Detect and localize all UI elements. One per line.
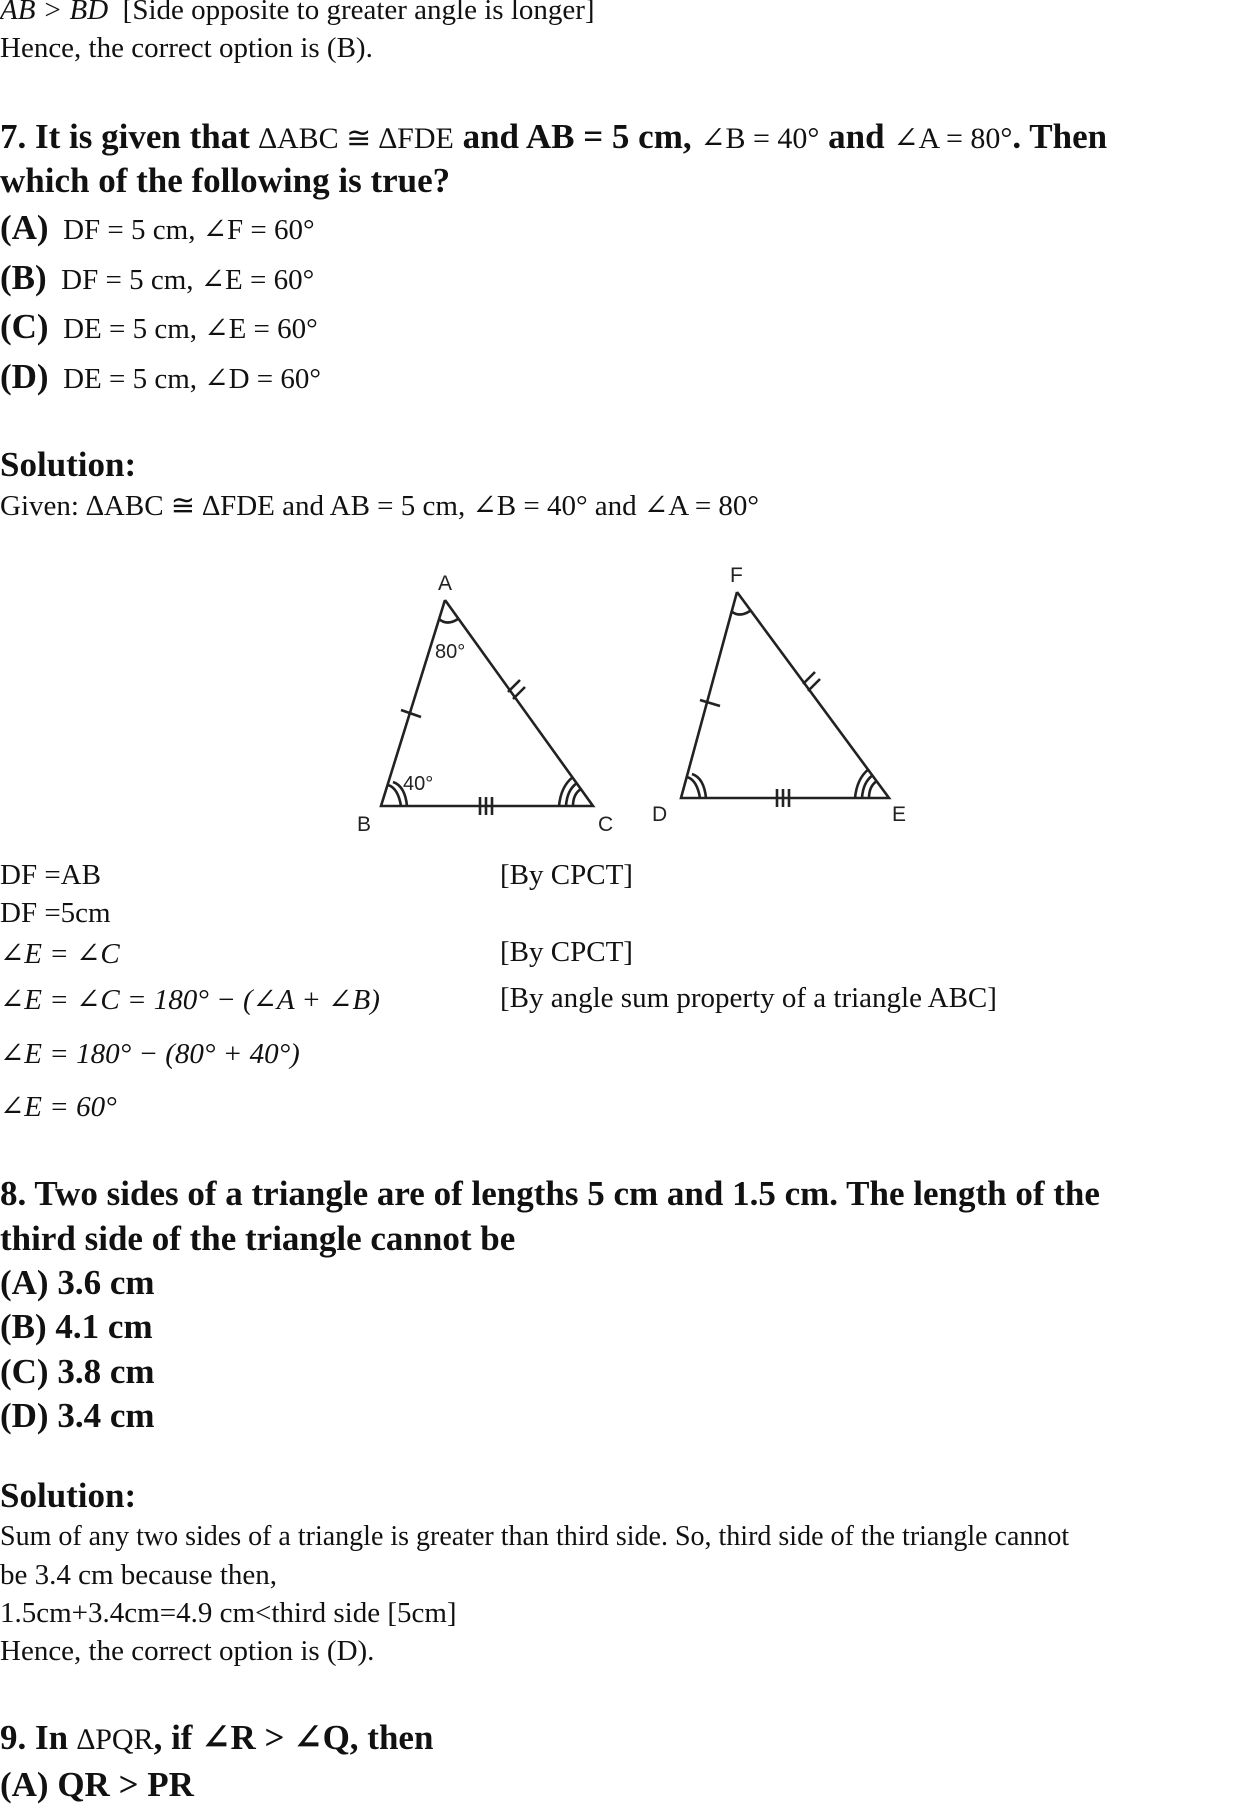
triangle-fde [681,592,889,798]
label-f: F [730,564,743,587]
q8-solution-line1: Sum of any two sides of a triangle is greater than third side. So, third side of the triangle cannot [0,1521,1070,1552]
q7-solution-label: Solution: [0,445,137,484]
q9-option-a: (A) QR > PR [0,1765,194,1804]
q7-option-d: (D) DE = 5 cm, ∠D = 60° [0,357,321,396]
q8-heading-line2: third side of the triangle cannot be [0,1219,516,1258]
label-c: C [598,813,614,836]
step-1-reason: [By CPCT] [500,859,633,891]
q9-heading: 9. In ∆PQR, if ∠R > ∠Q, then [0,1718,434,1757]
step-4: ∠E = ∠C = 180° − (∠A + ∠B) [0,984,380,1016]
congruent-triangles-figure [340,560,920,840]
step-1: DF =AB [0,859,101,891]
q8-heading-line1: 8. Two sides of a triangle are of lengths 5 cm and 1.5 cm. The length of the [0,1174,1100,1213]
inequality-math: AB > BD [0,0,109,26]
step-3: ∠E = ∠C [0,938,120,970]
q8-option-d: (D) 3.4 cm [0,1396,155,1435]
q7-option-c: (C) DE = 5 cm, ∠E = 60° [0,307,318,346]
q8-solution-line4: Hence, the correct option is (D). [0,1635,375,1667]
q7-option-b: (B) DF = 5 cm, ∠E = 60° [0,258,315,297]
q7-heading-line2: which of the following is true? [0,161,451,200]
label-e: E [892,803,907,826]
step-2: DF =5cm [0,897,111,929]
q8-option-a: (A) 3.6 cm [0,1263,155,1302]
q7-given: Given: ∆ABC ≅ ∆FDE and AB = 5 cm, ∠B = 40° and ∠A = 80° [0,490,760,522]
step-5: ∠E = 180° − (80° + 40°) [0,1038,300,1070]
label-a: A [438,572,453,595]
step-6: ∠E = 60° [0,1091,117,1123]
label-b: B [357,813,372,836]
previous-answer-line [0,0,595,27]
label-d: D [652,803,668,826]
q8-option-b: (B) 4.1 cm [0,1307,153,1346]
angle-a-value: 80° [435,641,466,663]
step-3-reason: [By CPCT] [500,936,633,968]
q7-heading-line1: 7. It is given that ∆ABC ≅ ∆FDE and AB = 5 cm, ∠B = 40° and ∠A = 80°. Then [0,117,1108,156]
inequality-note: [Side opposite to greater angle is longer] [122,0,595,26]
q8-option-c: (C) 3.8 cm [0,1352,155,1391]
q8-solution-line3: 1.5cm+3.4cm=4.9 cm<third side [5cm] [0,1597,457,1629]
angle-b-value: 40° [403,773,434,795]
q8-solution-label: Solution: [0,1476,137,1515]
q8-solution-line2: be 3.4 cm because then, [0,1559,278,1591]
step-4-reason: [By angle sum property of a triangle ABC] [500,982,997,1014]
previous-answer-conclusion: Hence, the correct option is (B). [0,32,373,64]
q7-option-a: (A) DF = 5 cm, ∠F = 60° [0,208,315,247]
